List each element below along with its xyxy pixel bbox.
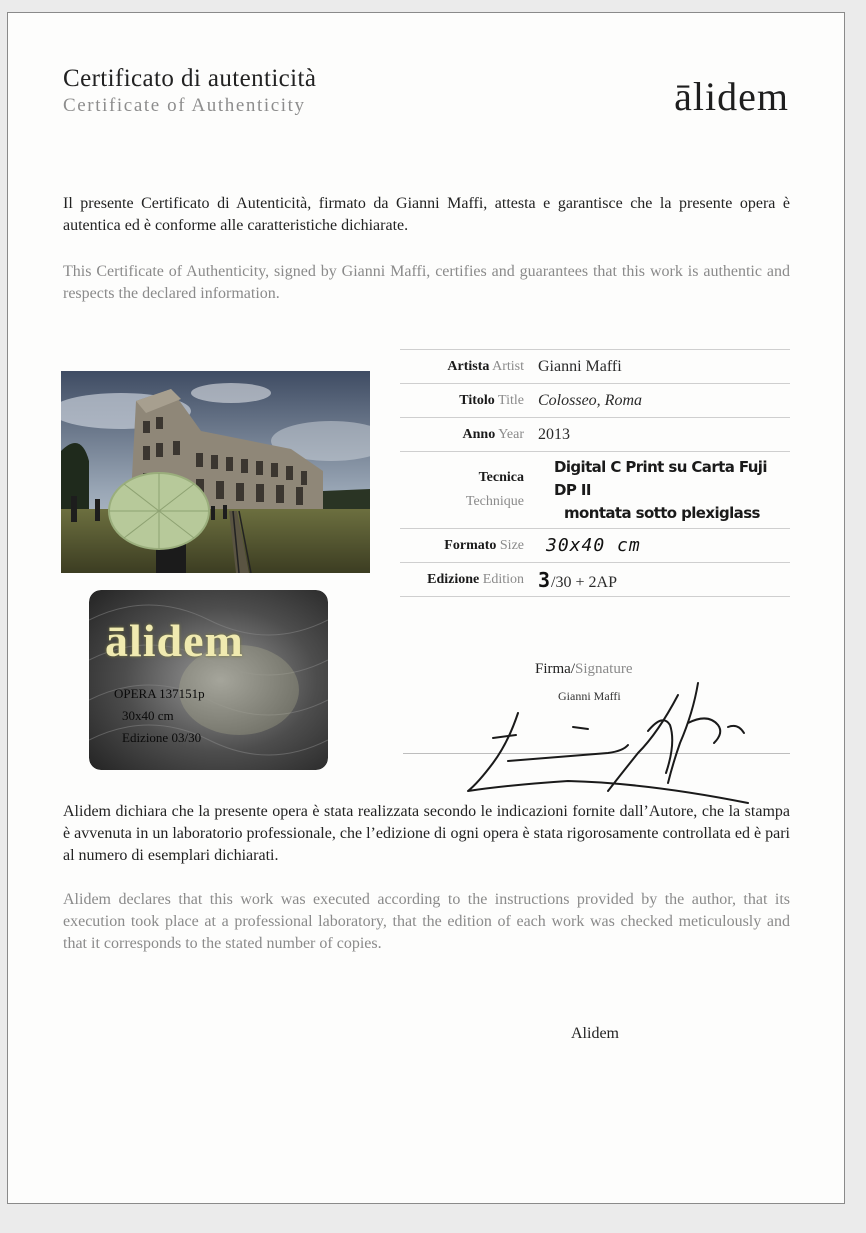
hologram-opera-code: OPERA 137151p	[114, 686, 205, 701]
detail-row-title	[400, 384, 790, 418]
detail-value-technique-line2: montata sotto plexiglass	[564, 503, 760, 522]
artwork-details-table	[400, 349, 790, 597]
hologram-brand: ālidem	[105, 615, 244, 666]
detail-label-en: Artist	[492, 358, 524, 374]
detail-value-edition-total: /30 + 2AP	[551, 573, 617, 591]
detail-label-it: Artista	[447, 358, 490, 374]
signature-name: Gianni Maffi	[558, 689, 621, 703]
detail-label-en: Size	[499, 537, 524, 553]
intro-text-en: This Certificate of Authenticity, signed by Gianni Maffi, certifies and guarantees that this work is authentic and respects the declared information.	[63, 263, 790, 302]
certificate-title-it: Certificato di autenticità	[63, 65, 317, 92]
detail-label-en: Technique	[465, 494, 524, 509]
detail-label-en: Edition	[482, 571, 524, 587]
detail-label-it: Anno	[462, 426, 496, 442]
detail-label-en: Title	[498, 392, 524, 408]
declaration-text-en: Alidem declares that this work was executed according to the instructions provided by the author, that its execution took place at a professional laboratory, that the edition of each work was checked meticulously and that it corresponds to the stated number of copies.	[63, 891, 790, 952]
detail-row-edition	[400, 563, 790, 597]
detail-value-technique-line1: Digital C Print su Carta Fuji DP II	[554, 457, 767, 499]
detail-label-it: Edizione	[427, 571, 480, 587]
detail-row-technique	[400, 452, 790, 529]
certificate-title-en: Certificate of Authenticity	[63, 95, 306, 116]
detail-row-size	[400, 529, 790, 563]
signature-label-en: Signature	[575, 661, 633, 677]
detail-value-edition-number: 3	[538, 567, 552, 592]
declaration-text-it: Alidem dichiara che la presente opera è stata realizzata secondo le indicazioni fornite dall’Autore, che la stampa è avvenuta in un laboratorio professionale, che l’edizione di ogni opera è stata rigorosamente controllata ed è pari al numero di esemplari dichiarati.	[63, 803, 790, 864]
intro-text-it: Il presente Certificato di Autenticità, firmato da Gianni Maffi, attesta e garantisce che la presente opera è autentica ed è conforme alle caratteristiche dichiarate.	[63, 195, 790, 234]
signature-label-it: Firma/	[535, 661, 575, 677]
detail-label-it: Tecnica	[478, 470, 524, 485]
hologram-edition: Edizione 03/30	[122, 730, 202, 745]
handwritten-signature	[448, 673, 788, 813]
brand-logo: ālidem	[674, 74, 789, 119]
hologram-size: 30x40 cm	[122, 708, 174, 723]
detail-value-artist: Gianni Maffi	[538, 350, 790, 384]
closing-signatory: Alidem	[571, 1025, 619, 1042]
certificate-page	[7, 12, 845, 1204]
detail-label-en: Year	[498, 426, 524, 442]
detail-value-title: Colosseo, Roma	[538, 384, 790, 418]
detail-label-it: Titolo	[459, 392, 495, 408]
detail-value-year: 2013	[538, 418, 790, 452]
hologram-seal	[89, 590, 328, 770]
detail-row-artist	[400, 350, 790, 384]
detail-value-size: 30x40 cm	[546, 535, 641, 556]
artwork-photo	[61, 371, 370, 573]
detail-row-year	[400, 418, 790, 452]
detail-label-it: Formato	[444, 537, 497, 553]
